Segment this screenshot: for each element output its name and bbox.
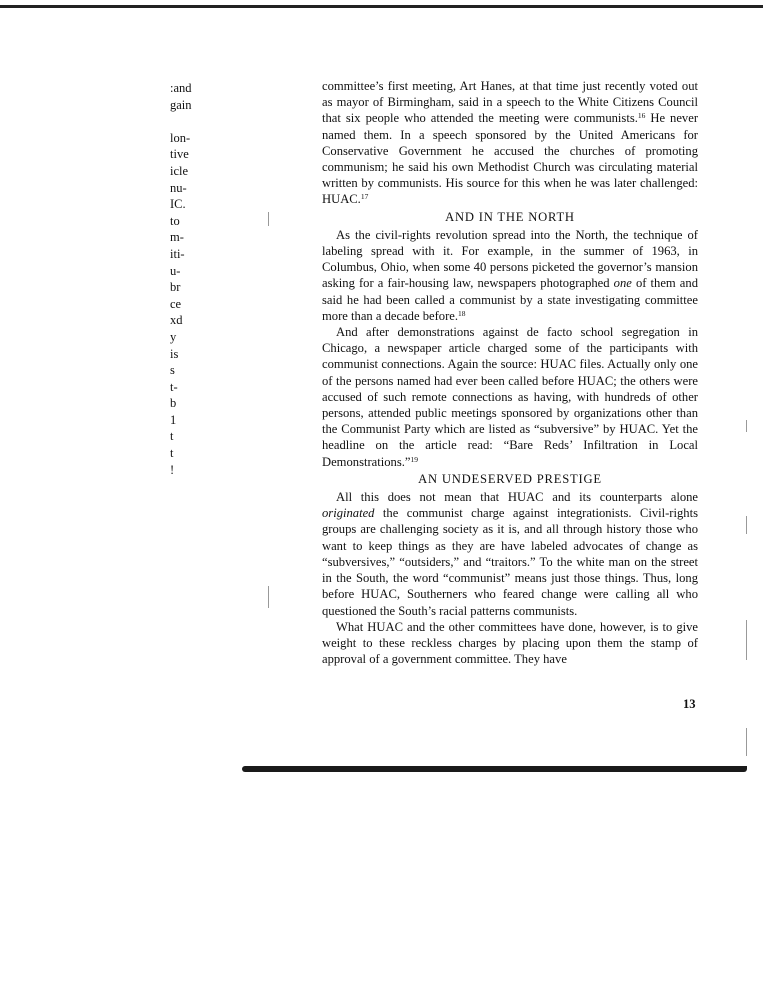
text-run: All this does not mean that HUAC and its counterparts alone [336,490,698,505]
left-fragment-line: u- [170,263,181,278]
left-fragment-line: br [170,280,181,295]
left-fragment-line: gain [170,97,192,112]
left-fragment-line: xd [170,313,183,328]
paragraph [322,489,698,619]
page-number: 13 [683,697,696,711]
paragraph [322,78,698,208]
left-fragment-line: t [170,429,174,444]
paragraph [322,619,698,668]
left-fragment-line: lon- [170,130,191,145]
left-fragment-line: nu- [170,180,187,195]
left-fragment-line: t [170,446,174,461]
left-fragment-line: to [170,213,180,228]
left-fragment-line: IC. [170,197,186,212]
page-body [322,78,698,667]
left-fragment-line: s [170,363,175,378]
scan-speck [746,728,747,756]
left-fragment-line: t- [170,379,178,394]
left-fragment-line: ! [170,462,175,477]
left-fragment-line: b [170,396,177,411]
footnote-ref: 18 [458,308,466,318]
left-fragment-line: y [170,329,177,344]
section-heading: AND IN THE NORTH [445,209,575,224]
scan-speck [268,212,269,226]
text-run: And after demonstrations against de facto school segregation in Chicago, a newspaper article charged some of the participants with communist connections. Again the source: HUAC files. Actually only one of the persons named had ever been called before HUAC; the others were accused of such remote connections as having, with hundreds of other persons, attended public meetings sponsored by organizations other than the Communist Party which are listed as “subversive” by HUAC. Yet the headline on the article read: “Bare Reds’ Infiltration in Local Demonstrations.” [322,325,698,469]
footnote-ref: 16 [637,111,646,121]
paragraph [322,227,698,324]
left-fragment-line: iti- [170,246,185,261]
left-fragment-line [170,113,220,130]
bottom-scan-rule [242,766,747,772]
scan-speck [746,420,747,432]
left-fragment-line: m- [170,230,184,245]
text-run: the communist charge against integrationists. Civil-rights groups are challenging society as it is, and all through history those who want to keep things as they are have labeled advocates of change as “subversives,” “outsiders,” and “traitors.” To the white man on the street in the South, the word “communist” means just those things. Thus, long before HUAC, Southerners who feared change were calling all who questioned the South’s racial patterns communists. [322,506,698,618]
text-run: What HUAC and the other committees have done, however, is to give weight to these reckless charges by placing upon them the stamp of approval of a government committee. They have [322,619,698,667]
top-scan-rule [0,5,763,8]
footnote-ref: 19 [410,454,418,464]
left-fragment-line: ce [170,296,182,311]
emphasis-text: one [613,276,632,291]
left-fragment-line: :and [170,81,192,95]
text-run: of them and said he had been called a communist by a state investigating committee more than a decade before. [322,276,698,323]
text-run: As the civil-rights revolution spread into the North, the technique of labeling spread with it. For example, in the summer of 1963, in Columbus, Ohio, when some 40 persons picketed the governor’s mansion asking for a fair-housing law, newspapers photographed [322,227,698,291]
scan-speck [746,516,747,534]
section-heading: AN UNDESERVED PRESTIGE [418,471,602,486]
text-run: committee’s first meeting, Art Hanes, at that time just recently voted out as mayor of Birmingham, said in a speech to the White Citizens Council that six people who attended the meeting were communists. [322,79,698,126]
paragraph [322,324,698,470]
left-fragment-line: tive [170,147,189,162]
left-fragment-line: is [170,346,179,361]
emphasis-text: originated [322,506,375,521]
left-fragment-line: icle [170,163,189,178]
left-page-fragments [170,80,220,478]
scan-speck [746,620,747,660]
scan-speck [268,586,269,608]
footnote-ref: 17 [360,192,369,202]
text-run: He never named them. In a speech sponsored by the United Americans for Conservative Government he accused the churches of promoting communism; he said his own Methodist Church was circulating material written by communists. His source for this when he was later challenged: HUAC. [322,111,699,207]
left-fragment-line: 1 [170,412,177,427]
